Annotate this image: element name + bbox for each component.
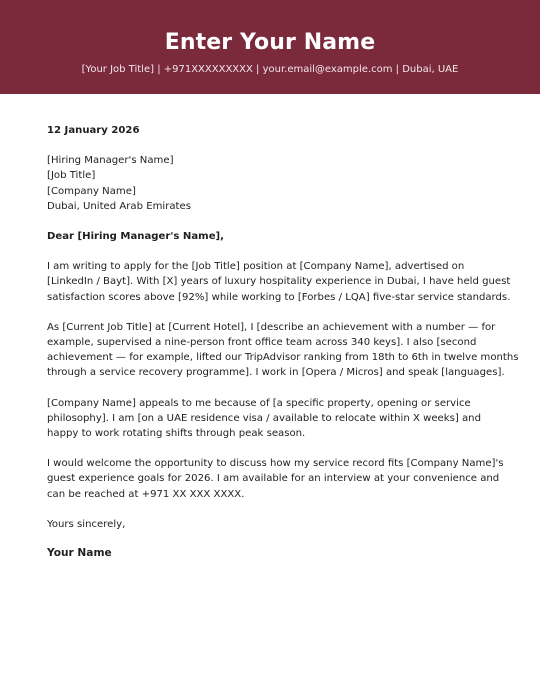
paragraph-line: can be reached at +971 XX XXX XXXX.: [47, 488, 245, 500]
paragraph-closing: [47, 456, 504, 502]
paragraph-achievements: [47, 320, 519, 381]
applicant-name: Enter Your Name: [164, 30, 376, 55]
recipient-company: [Company Name]: [47, 185, 136, 197]
paragraph-line: I am writing to apply for the [Job Title] position at [Company Name], advertised on: [47, 261, 465, 273]
signature-name: Your Name: [47, 547, 112, 560]
recipient-location: Dubai, United Arab Emirates: [47, 200, 191, 212]
recipient-job-title: [Job Title]: [47, 170, 96, 182]
contact-line: [Your Job Title] | +971XXXXXXXXX | your.email@example.com | Dubai, UAE: [81, 64, 459, 75]
paragraph-line: As [Current Job Title] at [Current Hotel], I [describe an achievement with a number — for: [47, 321, 496, 333]
paragraph-intro: [47, 259, 511, 305]
paragraph-line: example, supervised a nine-person front office team across 340 keys]. I also [second: [47, 337, 477, 349]
recipient-name: [Hiring Manager's Name]: [47, 155, 174, 167]
letter-date: 12 January 2026: [47, 125, 140, 136]
complimentary-close: Yours sincerely,: [47, 518, 126, 530]
paragraph-line: happy to work rotating shifts through peak season.: [47, 428, 306, 440]
salutation: Dear [Hiring Manager's Name],: [47, 231, 224, 243]
paragraph-line: I would welcome the opportunity to discuss how my service record fits [Company Name]'s: [47, 458, 504, 470]
paragraph-line: philosophy]. I am [on a UAE residence visa / available to relocate within X weeks] and: [47, 412, 481, 424]
paragraph-line: satisfaction scores above [92%] while working to [Forbes / LQA] five-star service standards.: [47, 291, 511, 303]
paragraph-line: guest experience goals for 2026. I am available for an interview at your convenience and: [47, 473, 500, 485]
paragraph-motivation: [47, 396, 493, 442]
paragraph-line: [LinkedIn / Bayt]. With [X] years of luxury hospitality experience in Dubai, I have held guest: [47, 276, 511, 288]
letter-header: [0, 0, 540, 94]
paragraph-line: [Company Name] appeals to me because of [a specific property, opening or service: [47, 397, 471, 409]
letter-body: [0, 123, 540, 561]
paragraph-line: achievement — for example, lifted our TripAdvisor ranking from 18th to 6th in twelve months: [47, 352, 519, 364]
recipient-block: [47, 153, 493, 214]
paragraph-line: through a service recovery programme]. I work in [Opera / Micros] and speak [languages].: [47, 367, 505, 379]
